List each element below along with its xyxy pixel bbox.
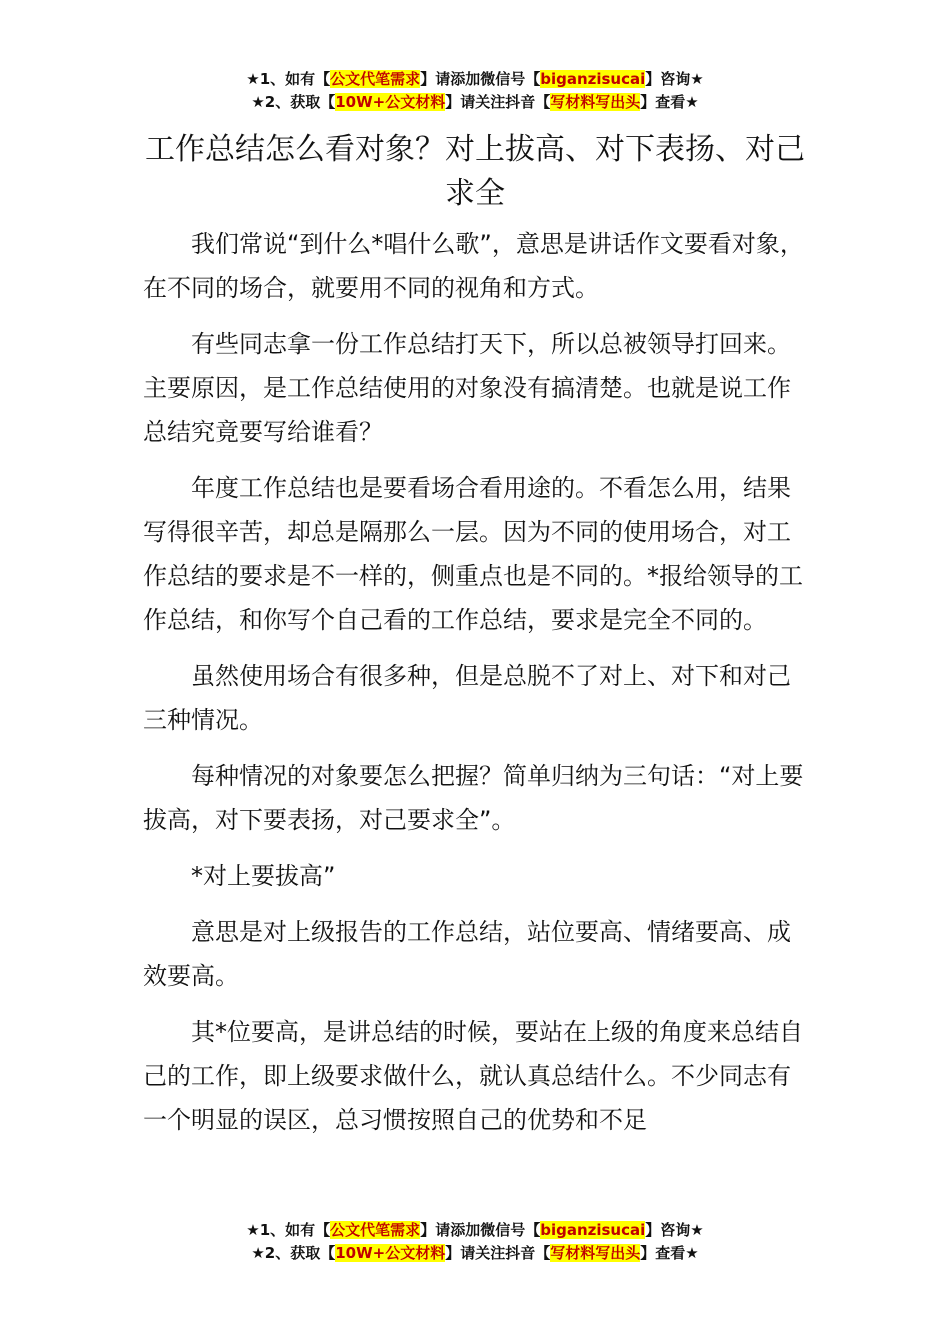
banner-line-1: ★1、如有【公文代笔需求】请添加微信号【biganzisucai】咨询★ xyxy=(246,70,704,88)
highlight-douyin: 写材料写出头 xyxy=(550,1244,641,1262)
section-heading: *对上要拔高” xyxy=(191,862,336,890)
header-banner xyxy=(0,68,950,114)
highlight-materials: 10W+公文材料 xyxy=(335,1244,446,1262)
banner-line-1: ★1、如有【公文代笔需求】请添加微信号【biganzisucai】咨询★ xyxy=(246,1221,704,1239)
document-body xyxy=(143,222,813,1154)
highlight-materials: 10W+公文材料 xyxy=(335,93,446,111)
paragraph: 年度工作总结也是要看场合看用途的。不看怎么用，结果写得很辛苦，却总是隔那么一层。因为不同的使用场合，对工作总结的要求是不一样的，侧重点也是不同的。*报给领导的工作总结，和你写个自己看的工作总结，要求是完全不同的。 xyxy=(143,474,803,634)
highlight-wechat-id: biganzisucai xyxy=(540,1221,646,1239)
paragraph: 虽然使用场合有很多种，但是总脱不了对上、对下和对己三种情况。 xyxy=(143,662,791,734)
banner-line-2: ★2、获取【10W+公文材料】请关注抖音【写材料写出头】查看★ xyxy=(251,1244,699,1262)
highlight-service: 公文代笔需求 xyxy=(330,70,421,88)
footer-banner xyxy=(0,1219,950,1265)
paragraph: 其*位要高，是讲总结的时候，要站在上级的角度来总结自己的工作，即上级要求做什么，就认真总结什么。不少同志有一个明显的误区，总习惯按照自己的优势和不足 xyxy=(143,1018,803,1134)
paragraph: 意思是对上级报告的工作总结，站位要高、情绪要高、成效要高。 xyxy=(143,918,791,990)
paragraph: 我们常说“到什么*唱什么歌”，意思是讲话作文要看对象，在不同的场合，就要用不同的视角和方式。 xyxy=(143,230,804,302)
document-title: 工作总结怎么看对象？对上拔高、对下表扬、对己求全 xyxy=(145,132,805,211)
highlight-wechat-id: biganzisucai xyxy=(540,70,646,88)
highlight-douyin: 写材料写出头 xyxy=(550,93,641,111)
paragraph: 有些同志拿一份工作总结打天下，所以总被领导打回来。主要原因，是工作总结使用的对象没有搞清楚。也就是说工作总结究竟要写给谁看？ xyxy=(143,330,791,446)
paragraph: 每种情况的对象要怎么把握？简单归纳为三句话：“对上要拔高，对下要表扬，对己要求全”。 xyxy=(143,762,804,834)
highlight-service: 公文代笔需求 xyxy=(330,1221,421,1239)
banner-line-2: ★2、获取【10W+公文材料】请关注抖音【写材料写出头】查看★ xyxy=(251,93,699,111)
